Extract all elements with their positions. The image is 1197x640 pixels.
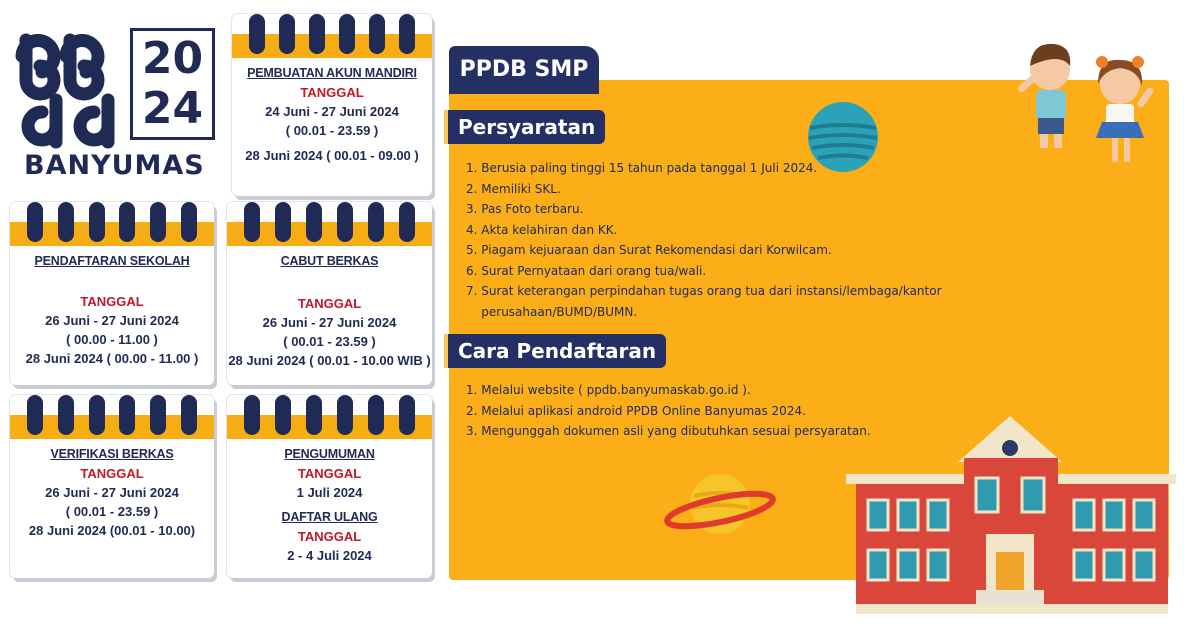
card-time-range: ( 00.01 - 23.59 ) [283,334,376,349]
ppdb-logo [10,28,215,188]
card-title: PENDAFTARAN SEKOLAH [34,254,190,268]
section-persyaratan-title: Persyaratan [444,110,605,144]
ringed-planet-icon [664,470,776,540]
card-time-range: ( 00.01 - 23.59 ) [65,504,159,519]
panel-tab-title: PPDB SMP [449,46,599,94]
card-title-daftar-ulang: DAFTAR ULANG [281,510,378,524]
section-cara-title: Cara Pendaftaran [444,334,666,368]
logo-city: BANYUMAS [24,150,205,181]
list-item: 5. Piagam kejuaraan dan Surat Rekomendasi dari Korwilcam. [466,243,832,257]
card-time-range: ( 00.01 - 23.59 ) [285,123,379,138]
list-item: 1. Melalui website ( ppdb.banyumaskab.go.id ). [466,383,751,397]
card-tanggal-label: TANGGAL [80,294,144,309]
card-date: 1 Juli 2024 [296,485,363,500]
card-pengumuman [227,395,432,578]
card-verifikasi-berkas [10,395,214,578]
list-item: 6. Surat Pernyataan dari orang tua/wali. [466,263,707,278]
planet-icon [806,100,880,174]
card-extra-date: 28 Juni 2024 ( 00.00 - 11.00 ) [25,351,199,366]
card-title: PENGUMUMAN [284,447,375,461]
card-cabut-berkas [227,202,432,385]
persyaratan-list [466,158,942,322]
list-item: perusahaan/BUMD/BUMN. [466,304,638,319]
card-tanggal-label-2: TANGGAL [297,529,362,544]
card-tanggal-label: TANGGAL [297,296,362,311]
cara-list [466,380,871,442]
card-date-range: 24 Juni - 27 Juni 2024 [265,104,399,119]
card-pendaftaran-sekolah [10,202,214,385]
card-extra-date: 28 Juni 2024 ( 00.01 - 09.00 ) [245,148,419,163]
card-date-2: 2 - 4 Juli 2024 [287,548,372,563]
kids-illustration-icon [1010,22,1170,172]
card-date-range: 26 Juni - 27 Juni 2024 [262,315,397,330]
school-building-icon [846,414,1176,620]
card-tanggal-label: TANGGAL [300,85,364,100]
card-tanggal-label: TANGGAL [297,466,362,481]
ppdb-logo-icon [12,30,132,150]
card-extra-date: 28 Juni 2024 ( 00.01 - 10.00 WIB ) [228,353,431,368]
card-date-range: 26 Juni - 27 Juni 2024 [45,313,179,328]
list-item: 3. Mengunggah dokumen asli yang dibutuhkan sesuai persyaratan. [466,424,871,438]
list-item: 2. Memiliki SKL. [466,181,561,196]
card-title: VERIFIKASI BERKAS [50,447,174,461]
list-item: 3. Pas Foto terbaru. [466,202,584,216]
card-title: CABUT BERKAS [280,254,379,268]
binder-rings [232,14,432,54]
card-title: PEMBUATAN AKUN MANDIRI [247,66,417,80]
logo-year-top: 20 [141,33,204,84]
card-extra-date: 28 Juni 2024 (00.01 - 10.00) [28,523,196,538]
list-item: 1. Berusia paling tinggi 15 tahun pada tanggal 1 Juli 2024. [466,161,818,175]
card-tanggal-label: TANGGAL [80,466,144,481]
list-item: 4. Akta kelahiran dan KK. [466,222,618,237]
card-time-range: ( 00.00 - 11.00 ) [66,332,158,347]
list-item: 2. Melalui aplikasi android PPDB Online Banyumas 2024. [466,403,806,418]
logo-year-box [130,28,215,140]
card-date-range: 26 Juni - 27 Juni 2024 [45,485,179,500]
card-pembuatan-akun [232,14,432,196]
logo-year-bottom: 24 [141,83,204,134]
list-item: 7. Surat keterangan perpindahan tugas orang tua dari instansi/lembaga/kantor [466,284,942,298]
